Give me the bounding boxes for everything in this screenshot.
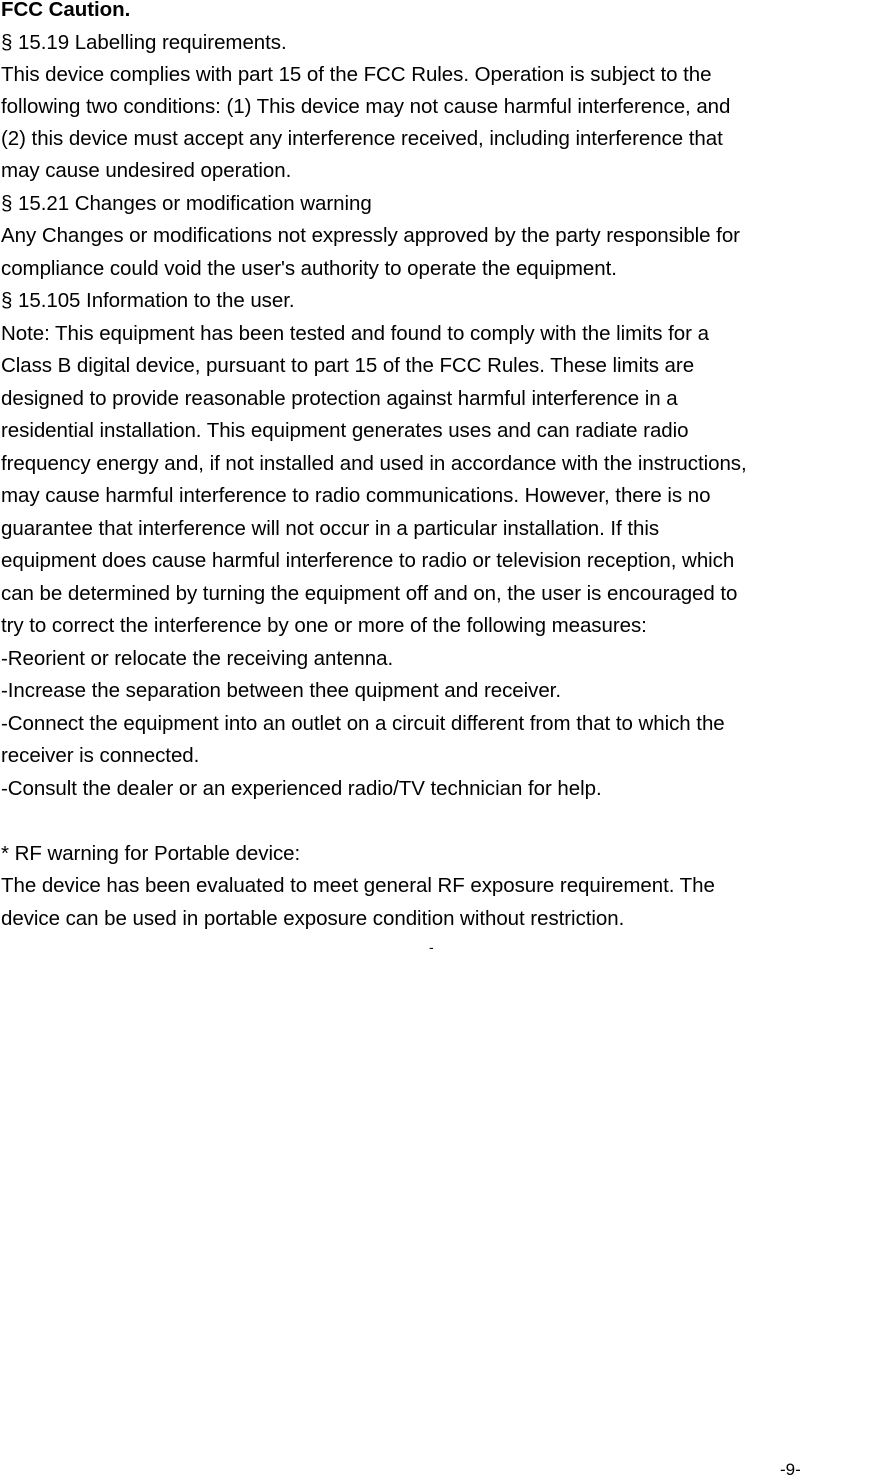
- body-line: can be determined by turning the equipment off and on, the user is encouraged to: [1, 582, 738, 605]
- measure-item: -Consult the dealer or an experienced radio/TV technician for help.: [1, 777, 602, 800]
- body-line: frequency energy and, if not installed and used in accordance with the instructions,: [1, 452, 747, 475]
- page-number: -9-: [780, 1460, 801, 1479]
- body-line: equipment does cause harmful interference to radio or television reception, which: [1, 549, 735, 572]
- section-15-21-title: § 15.21 Changes or modification warning: [1, 192, 372, 215]
- fcc-caution-heading: FCC Caution.: [1, 0, 131, 21]
- body-line: (2) this device must accept any interference received, including interference that: [1, 127, 723, 150]
- body-line: residential installation. This equipment generates uses and can radiate radio: [1, 419, 689, 442]
- body-line: may cause harmful interference to radio communications. However, there is no: [1, 484, 711, 507]
- measure-item-continued: receiver is connected.: [1, 744, 200, 767]
- section-15-105-title: § 15.105 Information to the user.: [1, 289, 295, 312]
- section-15-19-title: § 15.19 Labelling requirements.: [1, 31, 287, 54]
- body-line: try to correct the interference by one or more of the following measures:: [1, 614, 647, 637]
- body-line: guarantee that interference will not occur in a particular installation. If this: [1, 517, 660, 540]
- body-line: may cause undesired operation.: [1, 159, 292, 182]
- body-line: following two conditions: (1) This device may not cause harmful interference, and: [1, 95, 731, 118]
- body-line: Note: This equipment has been tested and found to comply with the limits for a: [1, 322, 709, 345]
- rf-warning-title: * RF warning for Portable device:: [1, 842, 301, 865]
- body-line: The device has been evaluated to meet general RF exposure requirement. The: [1, 874, 715, 897]
- center-mark: -: [429, 939, 434, 955]
- measure-item: -Increase the separation between thee quipment and receiver.: [1, 679, 561, 702]
- body-line: designed to provide reasonable protection against harmful interference in a: [1, 387, 678, 410]
- body-line: compliance could void the user's authority to operate the equipment.: [1, 257, 617, 280]
- body-line: This device complies with part 15 of the FCC Rules. Operation is subject to the: [1, 63, 712, 86]
- body-line: Any Changes or modifications not expressly approved by the party responsible for: [1, 224, 740, 247]
- measure-item: -Reorient or relocate the receiving antenna.: [1, 647, 394, 670]
- body-line: Class B digital device, pursuant to part 15 of the FCC Rules. These limits are: [1, 354, 695, 377]
- measure-item: -Connect the equipment into an outlet on a circuit different from that to which the: [1, 712, 725, 735]
- body-line: device can be used in portable exposure condition without restriction.: [1, 907, 625, 930]
